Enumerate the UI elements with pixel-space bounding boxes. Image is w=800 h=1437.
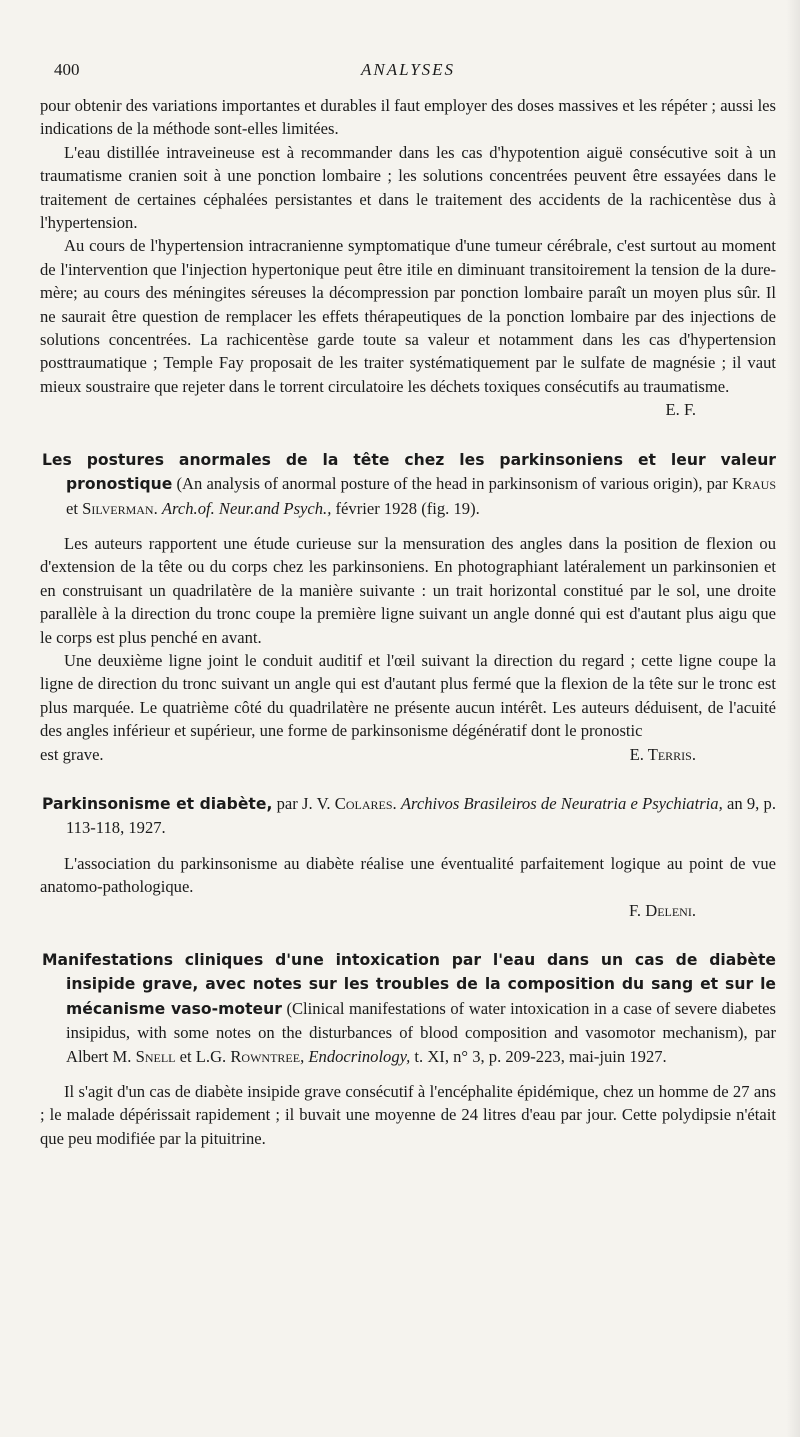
conjunction: et bbox=[66, 498, 78, 518]
signature: E. Terris. bbox=[629, 744, 696, 764]
paragraph: pour obtenir des variations importantes et durables il faut employer des doses massives et les répéter ; aussi les indications de la méthode sont-elles limitées. bbox=[40, 96, 776, 139]
article-title-bold: Les postures anormales de la tête chez les parkinsoniens et leur valeur pronostique bbox=[42, 450, 776, 494]
author: Silverman. bbox=[82, 498, 158, 518]
author: Colares. bbox=[334, 793, 397, 813]
publication-issue: an 9, p. 113-118, 1927. bbox=[66, 793, 776, 838]
author: Kraus bbox=[732, 474, 776, 494]
article-title bbox=[40, 948, 776, 1068]
article-title-bold: Parkinsonisme et diabète, bbox=[42, 794, 273, 813]
page-number: 400 bbox=[54, 60, 80, 79]
paragraph: L'eau distillée intraveineuse est à recommander dans les cas d'hypotention aiguë consécutive soit à un traumatisme cranien soit à une ponction lombaire ; les solutions concentrées peuvent être essayées dans le traitement de certaines céphalées persistantes et dans le traitement des accidents de la rachicentèse dus à l'hypertension. bbox=[40, 142, 776, 233]
article-title-bold: Manifestations cliniques d'une intoxication par l'eau dans un cas de diabète insipide grave, avec notes sur les troubles de la composition du sang et sur le mécanisme vaso-moteur bbox=[42, 951, 776, 1018]
article-title bbox=[40, 448, 776, 520]
article-parkinsonisme-diabete bbox=[40, 792, 776, 922]
publication-issue: t. XI, n° 3, p. 209-223, mai-juin 1927. bbox=[414, 1046, 667, 1066]
author: Rowntree, bbox=[230, 1046, 305, 1066]
article-title bbox=[40, 792, 776, 840]
document-page bbox=[40, 58, 776, 1150]
paragraph-end: est grave. bbox=[40, 744, 104, 764]
paragraph: Il s'agit d'un cas de diabète insipide grave consécutif à l'encéphalite épidémique, chez un homme de 27 ans ; le malade dépérissait rapidement ; il buvait une moyenne de 24 litres d'eau par jour. Cette polydipsie n'était que peu modifiée par la pituitrine. bbox=[40, 1082, 776, 1148]
journal-name: Arch.of. Neur.and Psych., bbox=[161, 498, 332, 518]
article-title-subtitle: (Clinical manifestations of water intoxication in a case of severe diabetes insipidus, with some notes on the disturbances of blood composition and vasomotor mechanism), par Albert M. bbox=[66, 998, 776, 1066]
closing-line bbox=[40, 743, 776, 766]
conjunction: et L.G. bbox=[179, 1046, 227, 1066]
journal-name: Endocrinology, bbox=[308, 1046, 411, 1066]
paragraph: Une deuxième ligne joint le conduit auditif et l'œil suivant la direction du regard ; cette ligne coupe la ligne de direction du tronc suivant un angle qui est d'autant plus fermé que la flexion de la tête sur le tronc est plus marquée. Le quatrième côté du quadrilatère ne présente aucun intérêt. Les auteurs déduisent, de l'acuité des angles inférieur et supérieur, une forme de parkinsonisme dégénératif dont le pronostic bbox=[40, 650, 776, 741]
running-title: ANALYSES bbox=[360, 60, 456, 79]
article-postures bbox=[40, 448, 776, 766]
article-intoxication-eau bbox=[40, 948, 776, 1150]
signature: E. F. bbox=[665, 400, 696, 420]
article-title-subtitle: (An analysis of anormal posture of the head in parkinsonism of various origin), par bbox=[176, 474, 728, 494]
journal-name: Archivos Brasileiros de Neuratria e Psychiatria, bbox=[400, 793, 723, 813]
paragraph: Au cours de l'hypertension intracranienne symptomatique d'une tumeur cérébrale, c'est surtout au moment de l'intervention que l'injection hypertonique peut être itile en diminuant transitoirement la tension de la dure-mère; au cours des méningites séreuses la décompression par ponction lombaire paraît un moyen plus sûr. Il ne saurait être question de remplacer les effets thérapeutiques de la ponction lombaire par des injections de solutions concentrées. La rachicentèse garde toute sa valeur et notamment dans les cas d'hypertension posttraumatique ; Temple Fay proposait de les traiter systématiquement par le sulfate de magnésie ; il vaut mieux soustraire que rejeter dans le torrent circulatoire les déchets toxiques consécutifs au traumatisme. bbox=[40, 236, 776, 396]
publication-date: février 1928 (fig. 19). bbox=[335, 498, 480, 518]
page-header bbox=[40, 58, 776, 94]
page-edge-shadow bbox=[786, 0, 800, 1437]
paragraph: L'association du parkinsonisme au diabète réalise une éventualité parfaitement logique au point de vue anatomo-pathologique. bbox=[40, 853, 776, 897]
article-title-byline: par J. V. bbox=[276, 793, 331, 813]
paragraph: Les auteurs rapportent une étude curieuse sur la mensuration des angles dans la position de flexion ou d'extension de la tête ou du corps chez les parkinsoniens. En photographiant latéralement un parkinsonien et en construisant un quadrilatère de la manière suivante : un trait horizontal constitué par le sol, une droite parallèle à la direction du tronc coupe la première ligne suivant un angle donné qui est d'autant plus aigu que le corps est plus penché en avant. bbox=[40, 533, 776, 647]
signature: F. Deleni. bbox=[629, 900, 696, 920]
continuation-section bbox=[40, 94, 776, 422]
author: Snell bbox=[135, 1046, 176, 1066]
